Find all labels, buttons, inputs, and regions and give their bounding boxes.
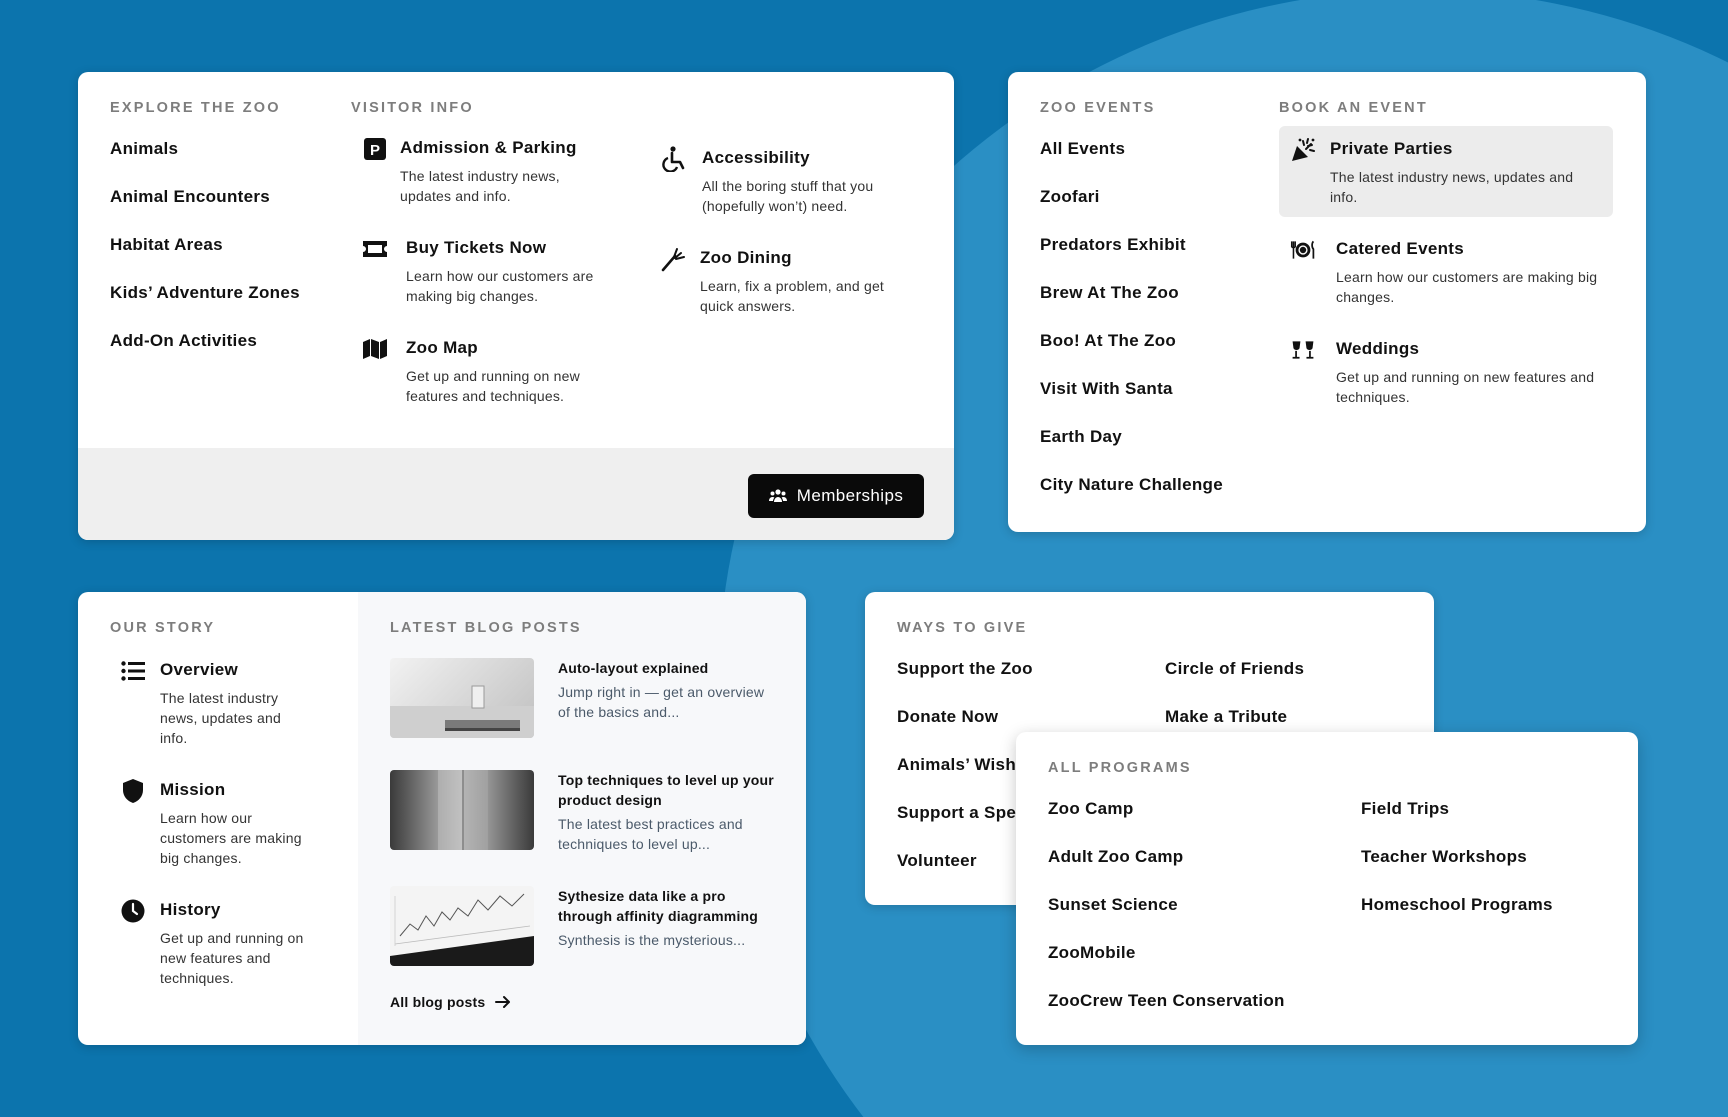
event-link-zoofari[interactable]: Zoofari: [1040, 187, 1100, 206]
give-link-make-a-tribute[interactable]: Make a Tribute: [1165, 707, 1288, 726]
blog-post-title[interactable]: Top techniques to level up your product design: [558, 772, 774, 808]
explore-link-animals[interactable]: Animals: [110, 139, 179, 158]
event-link-visit-with-santa[interactable]: Visit With Santa: [1040, 379, 1173, 398]
blog-post-thumbnail[interactable]: [390, 770, 534, 850]
blog-post-excerpt: Jump right in — get an overview of the basics and...: [558, 684, 765, 720]
give-heading: WAYS TO GIVE: [897, 620, 1028, 636]
clock-icon: [120, 898, 146, 924]
event-link-brew-at-the-zoo[interactable]: Brew At The Zoo: [1040, 283, 1179, 302]
book-item-private-parties[interactable]: [1290, 137, 1610, 217]
visitor-heading: VISITOR INFO: [351, 100, 474, 116]
people-group-icon: [769, 488, 787, 504]
map-icon: [362, 336, 388, 362]
blog-post-excerpt: The latest best practices and techniques to level up...: [558, 816, 743, 852]
dining-plate-icon: [1290, 237, 1316, 263]
svg-text:P: P: [370, 142, 381, 159]
book-item-catered-events[interactable]: [1290, 237, 1610, 317]
party-popper-icon: [1290, 137, 1316, 163]
program-link-zoo-camp[interactable]: Zoo Camp: [1048, 799, 1134, 818]
story-item-mission[interactable]: [120, 778, 330, 878]
explore-link-addon-activities[interactable]: Add-On Activities: [110, 331, 258, 350]
visitor-item-title: Accessibility: [702, 148, 810, 167]
program-link-zoomobile[interactable]: ZooMobile: [1048, 943, 1136, 962]
fork-icon: [660, 246, 686, 272]
book-item-desc: Get up and running on new features and techniques.: [1336, 369, 1595, 405]
blog-heading: LATEST BLOG POSTS: [390, 620, 582, 636]
all-blog-posts-label: All blog posts: [390, 994, 486, 1010]
visitor-item-title: Admission & Parking: [400, 138, 577, 157]
program-link-zoocrew[interactable]: ZooCrew Teen Conservation: [1048, 991, 1285, 1010]
program-link-teacher-workshops[interactable]: Teacher Workshops: [1361, 847, 1528, 866]
explore-link-kids-zones[interactable]: Kids’ Adventure Zones: [110, 283, 300, 302]
explore-heading: EXPLORE THE ZOO: [110, 100, 281, 116]
ticket-icon: [362, 236, 388, 262]
visitor-item-zoo-map[interactable]: [362, 336, 622, 416]
visitor-item-accessibility[interactable]: [660, 146, 920, 226]
blog-post-title[interactable]: Auto-layout explained: [558, 660, 709, 676]
champagne-glasses-icon: [1290, 337, 1316, 363]
visitor-item-title: Buy Tickets Now: [406, 238, 547, 257]
program-link-homeschool[interactable]: Homeschool Programs: [1361, 895, 1553, 914]
give-link-support-the-zoo[interactable]: Support the Zoo: [897, 659, 1033, 678]
visitor-item-admission[interactable]: [362, 136, 622, 216]
blog-post-thumbnail[interactable]: [390, 886, 534, 966]
story-item-title: Overview: [160, 660, 239, 679]
explore-link-habitat-areas[interactable]: Habitat Areas: [110, 235, 223, 254]
shield-icon: [120, 778, 146, 804]
memberships-label: Memberships: [796, 486, 904, 505]
blog-post-title[interactable]: Sythesize data like a pro through affinity diagramming: [558, 888, 759, 924]
story-item-history[interactable]: [120, 898, 330, 998]
story-item-desc: Get up and running on new features and techniques.: [160, 930, 304, 986]
programs-menu-panel: [1016, 732, 1638, 1045]
book-heading: BOOK AN EVENT: [1279, 100, 1428, 116]
story-heading: OUR STORY: [110, 620, 216, 636]
book-item-weddings[interactable]: [1290, 337, 1610, 417]
visitor-item-title: Zoo Map: [406, 338, 478, 357]
memberships-button[interactable]: [748, 474, 924, 518]
program-link-sunset-science[interactable]: Sunset Science: [1048, 895, 1178, 914]
story-item-desc: Learn how our customers are making big changes.: [160, 810, 302, 866]
event-link-earth-day[interactable]: Earth Day: [1040, 427, 1123, 446]
blog-post-excerpt: Synthesis is the mysterious...: [558, 932, 746, 948]
book-item-desc: Learn how our customers are making big changes.: [1336, 269, 1598, 305]
story-item-desc: The latest industry news, updates and info.: [160, 690, 281, 746]
give-link-donate-now[interactable]: Donate Now: [897, 707, 999, 726]
give-link-animals-wish[interactable]: Animals’ Wish: [897, 755, 1016, 774]
events-menu-panel: [1008, 72, 1646, 532]
visitor-item-desc: The latest industry news, updates and info.: [400, 168, 560, 204]
book-item-title: Catered Events: [1336, 239, 1464, 258]
story-item-overview[interactable]: [120, 658, 330, 758]
event-link-all-events[interactable]: All Events: [1040, 139, 1126, 158]
give-link-support-species[interactable]: Support a Spe: [897, 803, 1017, 822]
visitor-item-title: Zoo Dining: [700, 248, 792, 267]
give-link-volunteer[interactable]: Volunteer: [897, 851, 977, 870]
visitor-item-zoo-dining[interactable]: [660, 246, 920, 326]
event-link-city-nature-challenge[interactable]: City Nature Challenge: [1040, 475, 1223, 494]
book-item-desc: The latest industry news, updates and info.: [1330, 169, 1574, 205]
parking-icon: [362, 136, 388, 162]
visitor-item-desc: Learn how our customers are making big changes.: [406, 268, 594, 304]
book-item-title: Private Parties: [1330, 139, 1453, 158]
event-link-boo-at-the-zoo[interactable]: Boo! At The Zoo: [1040, 331, 1177, 350]
explore-link-animal-encounters[interactable]: Animal Encounters: [110, 187, 271, 206]
program-link-field-trips[interactable]: Field Trips: [1361, 799, 1450, 818]
arrow-right-icon: [495, 995, 511, 1009]
programs-heading: ALL PROGRAMS: [1048, 760, 1192, 776]
events-heading: ZOO EVENTS: [1040, 100, 1156, 116]
list-icon: [120, 658, 146, 684]
all-blog-posts-link[interactable]: [390, 994, 511, 1010]
book-item-title: Weddings: [1336, 339, 1420, 358]
visitor-item-desc: Learn, fix a problem, and get quick answers.: [700, 278, 885, 314]
visitor-item-desc: All the boring stuff that you (hopefully won’t) need.: [702, 178, 874, 214]
visitor-item-tickets[interactable]: [362, 236, 622, 316]
story-item-title: History: [160, 900, 221, 919]
visitor-item-desc: Get up and running on new features and techniques.: [406, 368, 580, 404]
program-link-adult-zoo-camp[interactable]: Adult Zoo Camp: [1048, 847, 1184, 866]
wheelchair-icon: [660, 146, 686, 172]
story-menu-panel: [78, 592, 806, 1045]
blog-post-thumbnail[interactable]: [390, 658, 534, 738]
explore-menu-panel: [78, 72, 954, 540]
event-link-predators-exhibit[interactable]: Predators Exhibit: [1040, 235, 1186, 254]
story-item-title: Mission: [160, 780, 226, 799]
give-link-circle-of-friends[interactable]: Circle of Friends: [1165, 659, 1305, 678]
